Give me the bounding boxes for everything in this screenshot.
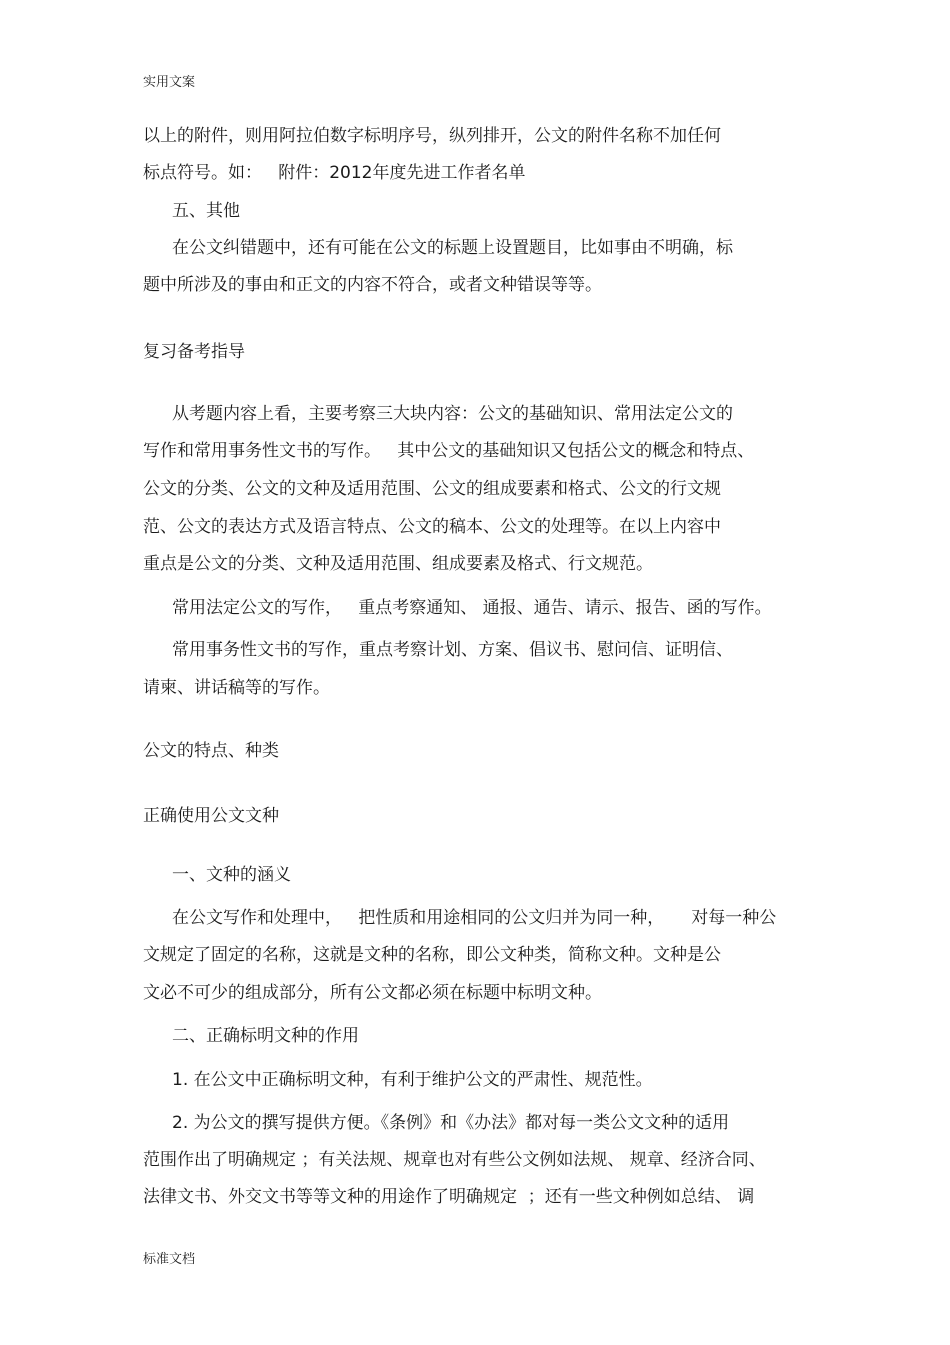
body-line: 请柬、讲话稿等的写作。 (143, 678, 330, 698)
page-header: 实用文案 (143, 75, 196, 90)
body-line: 1. 在公文中正确标明文种，有利于维护公文的严肃性、规范性。 (172, 1070, 653, 1090)
body-line: 文规定了固定的名称，这就是文种的名称，即公文种类，简称文种。文种是公 (143, 945, 721, 965)
body-line: 法律文书、外交文书等等文种的用途作了明确规定 ；还有一些文种例如总结、 调 (143, 1187, 755, 1207)
body-line: 在公文写作和处理中， 把性质和用途相同的公文归并为同一种， 对每一种公 (172, 908, 777, 928)
body-line: 文必不可少的组成部分，所有公文都必须在标题中标明文种。 (143, 983, 602, 1003)
page-footer: 标准文档 (143, 1252, 196, 1267)
section-heading: 正确使用公文文种 (143, 806, 279, 826)
body-line: 范、公文的表达方式及语言特点、公文的稿本、公文的处理等。在以上内容中 (143, 517, 721, 537)
body-line: 常用法定公文的写作， 重点考察通知、 通报、通告、请示、报告、函的写作。 (172, 598, 772, 618)
body-line: 范围作出了明确规定 ；有关法规、规章也对有些公文例如法规、 规章、经济合同、 (143, 1150, 766, 1170)
body-line: 题中所涉及的事由和正文的内容不符合，或者文种错误等等。 (143, 275, 602, 295)
section-heading: 二、正确标明文种的作用 (172, 1026, 359, 1046)
section-heading: 公文的特点、种类 (143, 741, 279, 761)
body-line: 从考题内容上看，主要考察三大块内容：公文的基础知识、常用法定公文的 (172, 404, 733, 424)
body-line: 在公文纠错题中，还有可能在公文的标题上设置题目，比如事由不明确，标 (172, 238, 733, 258)
body-line: 重点是公文的分类、文种及适用范围、组成要素及格式、行文规范。 (143, 554, 653, 574)
body-line: 常用事务性文书的写作，重点考察计划、方案、倡议书、慰问信、证明信、 (172, 640, 733, 660)
section-heading: 五、其他 (172, 201, 240, 221)
body-line: 2. 为公文的撰写提供方便。《条例》和《办法》都对每一类公文文种的适用 (172, 1113, 730, 1133)
body-line: 以上的附件，则用阿拉伯数字标明序号，纵列排开，公文的附件名称不加任何 (143, 126, 721, 146)
body-line: 标点符号。如： 附件：2012年度先进工作者名单 (143, 163, 526, 183)
body-line: 写作和常用事务性文书的写作。 其中公文的基础知识又包括公文的概念和特点、 (143, 441, 755, 461)
section-heading: 一、文种的涵义 (172, 865, 291, 885)
body-line: 公文的分类、公文的文种及适用范围、公文的组成要素和格式、公文的行文规 (143, 479, 721, 499)
section-heading: 复习备考指导 (143, 342, 245, 362)
